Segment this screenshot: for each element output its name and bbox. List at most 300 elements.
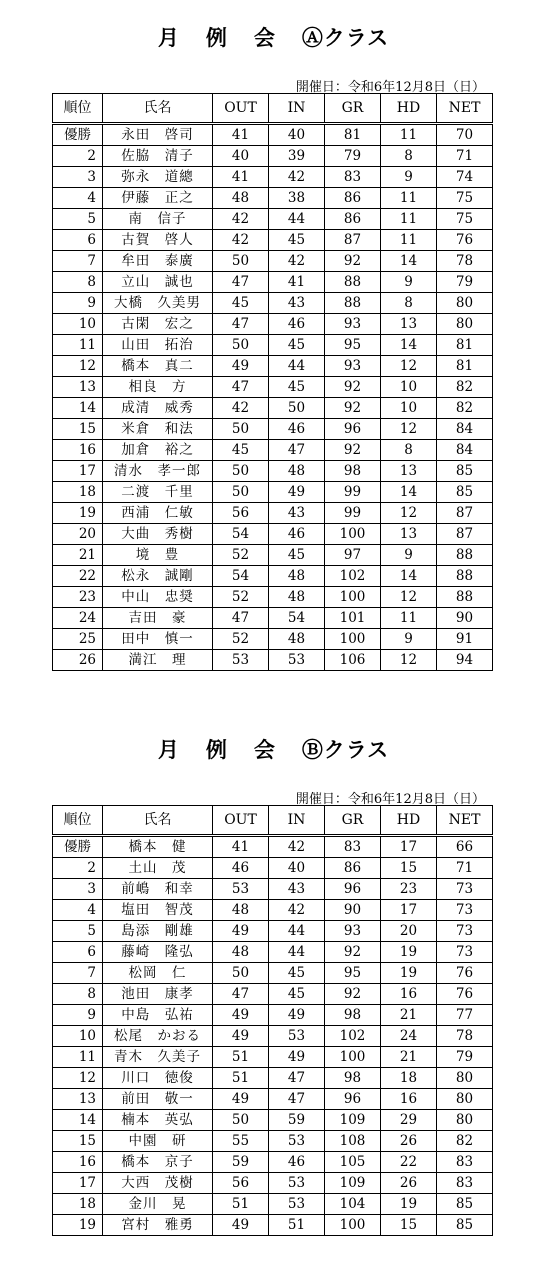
gr-cell: 88 [325,272,381,293]
rank-cell: 3 [53,167,103,188]
hd-cell: 11 [381,124,437,146]
rank-cell: 2 [53,858,103,879]
name-cell: 土山 茂 [103,858,213,879]
title-class: Ⓑクラス [301,737,390,762]
name-cell: 青木 久美子 [103,1047,213,1068]
in-cell: 51 [269,1215,325,1236]
in-cell: 44 [269,921,325,942]
table-row [53,314,493,335]
out-cell: 50 [213,419,269,440]
class-a-results-table [52,93,493,671]
hd-cell: 23 [381,879,437,900]
table-row [53,251,493,272]
in-cell: 50 [269,398,325,419]
net-cell: 90 [437,608,493,629]
net-cell: 91 [437,629,493,650]
gr-cell: 92 [325,398,381,419]
name-cell: 境 豊 [103,545,213,566]
net-cell: 66 [437,836,493,858]
rank-cell: 2 [53,146,103,167]
class-b-title [0,734,547,764]
gr-cell: 92 [325,984,381,1005]
rank-cell: 5 [53,209,103,230]
rank-cell: 23 [53,587,103,608]
table-row [53,377,493,398]
table-row [53,1194,493,1215]
gr-cell: 79 [325,146,381,167]
net-cell: 80 [437,1089,493,1110]
hd-cell: 16 [381,1089,437,1110]
net-cell: 73 [437,900,493,921]
in-cell: 46 [269,314,325,335]
gr-cell: 100 [325,1215,381,1236]
hd-cell: 24 [381,1026,437,1047]
name-cell: 宮村 雅勇 [103,1215,213,1236]
gr-cell: 106 [325,650,381,671]
gr-cell: 109 [325,1110,381,1131]
column-header-hd: HD [381,94,437,124]
in-cell: 42 [269,900,325,921]
name-cell: 西浦 仁敏 [103,503,213,524]
event-date: 開催日：令和6年12月8日（日） [295,792,485,807]
out-cell: 52 [213,587,269,608]
net-cell: 75 [437,188,493,209]
table-row [53,1110,493,1131]
out-cell: 42 [213,209,269,230]
title-word: 例 [205,25,228,50]
net-cell: 74 [437,167,493,188]
gr-cell: 102 [325,566,381,587]
net-cell: 73 [437,921,493,942]
rank-cell: 11 [53,335,103,356]
out-cell: 47 [213,984,269,1005]
rank-cell: 3 [53,879,103,900]
out-cell: 52 [213,629,269,650]
rank-cell: 10 [53,314,103,335]
hd-cell: 8 [381,293,437,314]
rank-cell: 19 [53,503,103,524]
table-row [53,608,493,629]
table-row [53,293,493,314]
table-row [53,1026,493,1047]
rank-cell: 6 [53,230,103,251]
name-cell: 弥永 道總 [103,167,213,188]
out-cell: 50 [213,335,269,356]
name-cell: 古賀 啓人 [103,230,213,251]
hd-cell: 11 [381,608,437,629]
table-row [53,335,493,356]
net-cell: 88 [437,566,493,587]
out-cell: 49 [213,1026,269,1047]
title-word: 月 [157,25,180,50]
table-row [53,124,493,146]
net-cell: 73 [437,942,493,963]
name-cell: 楠本 英弘 [103,1110,213,1131]
name-cell: 塩田 智茂 [103,900,213,921]
table-row [53,1005,493,1026]
out-cell: 47 [213,314,269,335]
gr-cell: 100 [325,587,381,608]
table-body [53,836,493,1236]
rank-cell: 7 [53,963,103,984]
out-cell: 55 [213,1131,269,1152]
out-cell: 54 [213,524,269,545]
rank-cell: 13 [53,1089,103,1110]
gr-cell: 104 [325,1194,381,1215]
gr-cell: 101 [325,608,381,629]
gr-cell: 98 [325,1005,381,1026]
gr-cell: 86 [325,188,381,209]
net-cell: 79 [437,1047,493,1068]
name-cell: 大西 茂樹 [103,1173,213,1194]
hd-cell: 13 [381,461,437,482]
class-a-title [0,22,547,52]
out-cell: 48 [213,942,269,963]
gr-cell: 99 [325,482,381,503]
net-cell: 85 [437,482,493,503]
out-cell: 49 [213,356,269,377]
name-cell: 大曲 秀樹 [103,524,213,545]
out-cell: 51 [213,1194,269,1215]
net-cell: 78 [437,251,493,272]
hd-cell: 14 [381,482,437,503]
table-row [53,921,493,942]
name-cell: 立山 誠也 [103,272,213,293]
name-cell: 松岡 仁 [103,963,213,984]
name-cell: 橋本 真二 [103,356,213,377]
net-cell: 80 [437,293,493,314]
table-row [53,1068,493,1089]
in-cell: 44 [269,356,325,377]
in-cell: 39 [269,146,325,167]
table-row [53,482,493,503]
net-cell: 87 [437,524,493,545]
out-cell: 59 [213,1152,269,1173]
name-cell: 清水 孝一郎 [103,461,213,482]
hd-cell: 10 [381,398,437,419]
out-cell: 50 [213,482,269,503]
net-cell: 78 [437,1026,493,1047]
hd-cell: 10 [381,377,437,398]
table-header-row [53,94,493,124]
rank-cell: 18 [53,1194,103,1215]
hd-cell: 26 [381,1173,437,1194]
name-cell: 中園 研 [103,1131,213,1152]
hd-cell: 12 [381,356,437,377]
class-b-results-table [52,805,493,1236]
column-header-name: 氏名 [103,806,213,836]
in-cell: 45 [269,545,325,566]
column-header-net: NET [437,94,493,124]
name-cell: 中山 忠奨 [103,587,213,608]
in-cell: 40 [269,858,325,879]
name-cell: 金川 晃 [103,1194,213,1215]
hd-cell: 19 [381,1194,437,1215]
table-row [53,356,493,377]
gr-cell: 95 [325,963,381,984]
rank-cell: 14 [53,398,103,419]
out-cell: 50 [213,1110,269,1131]
gr-cell: 98 [325,1068,381,1089]
in-cell: 48 [269,566,325,587]
net-cell: 80 [437,314,493,335]
hd-cell: 17 [381,900,437,921]
rank-cell: 4 [53,900,103,921]
hd-cell: 9 [381,629,437,650]
in-cell: 44 [269,209,325,230]
net-cell: 81 [437,356,493,377]
name-cell: 加倉 裕之 [103,440,213,461]
gr-cell: 92 [325,377,381,398]
name-cell: 成清 威秀 [103,398,213,419]
in-cell: 48 [269,587,325,608]
net-cell: 84 [437,440,493,461]
hd-cell: 14 [381,335,437,356]
gr-cell: 109 [325,1173,381,1194]
in-cell: 44 [269,942,325,963]
gr-cell: 81 [325,124,381,146]
hd-cell: 12 [381,419,437,440]
gr-cell: 95 [325,335,381,356]
in-cell: 49 [269,1005,325,1026]
table-row [53,419,493,440]
out-cell: 50 [213,251,269,272]
title-word: 例 [205,737,228,762]
rank-cell: 4 [53,188,103,209]
rank-cell: 8 [53,984,103,1005]
in-cell: 53 [269,1194,325,1215]
in-cell: 49 [269,1047,325,1068]
table-row [53,188,493,209]
in-cell: 45 [269,984,325,1005]
in-cell: 48 [269,461,325,482]
gr-cell: 92 [325,251,381,272]
name-cell: 橋本 健 [103,836,213,858]
net-cell: 76 [437,230,493,251]
name-cell: 前田 敬一 [103,1089,213,1110]
hd-cell: 12 [381,650,437,671]
hd-cell: 19 [381,963,437,984]
hd-cell: 11 [381,209,437,230]
name-cell: 池田 康孝 [103,984,213,1005]
net-cell: 75 [437,209,493,230]
out-cell: 46 [213,858,269,879]
in-cell: 40 [269,124,325,146]
rank-cell: 24 [53,608,103,629]
hd-cell: 17 [381,836,437,858]
net-cell: 83 [437,1152,493,1173]
gr-cell: 96 [325,879,381,900]
rank-cell: 優勝 [53,836,103,858]
out-cell: 56 [213,503,269,524]
name-cell: 藤崎 隆弘 [103,942,213,963]
in-cell: 42 [269,167,325,188]
table-row [53,167,493,188]
column-header-gr: GR [325,806,381,836]
name-cell: 南 信子 [103,209,213,230]
hd-cell: 21 [381,1005,437,1026]
hd-cell: 26 [381,1131,437,1152]
name-cell: 牟田 泰廣 [103,251,213,272]
rank-cell: 10 [53,1026,103,1047]
in-cell: 53 [269,1173,325,1194]
gr-cell: 86 [325,858,381,879]
rank-cell: 7 [53,251,103,272]
column-header-out: OUT [213,806,269,836]
gr-cell: 98 [325,461,381,482]
rank-cell: 9 [53,1005,103,1026]
hd-cell: 16 [381,984,437,1005]
table-row [53,398,493,419]
rank-cell: 12 [53,356,103,377]
out-cell: 47 [213,272,269,293]
rank-cell: 11 [53,1047,103,1068]
rank-cell: 22 [53,566,103,587]
hd-cell: 15 [381,858,437,879]
net-cell: 79 [437,272,493,293]
out-cell: 49 [213,1215,269,1236]
rank-cell: 13 [53,377,103,398]
out-cell: 53 [213,650,269,671]
gr-cell: 97 [325,545,381,566]
net-cell: 88 [437,587,493,608]
hd-cell: 29 [381,1110,437,1131]
rank-cell: 5 [53,921,103,942]
net-cell: 82 [437,377,493,398]
rank-cell: 9 [53,293,103,314]
rank-cell: 18 [53,482,103,503]
name-cell: 二渡 千里 [103,482,213,503]
table-row [53,587,493,608]
net-cell: 88 [437,545,493,566]
rank-cell: 25 [53,629,103,650]
net-cell: 80 [437,1068,493,1089]
table-row [53,984,493,1005]
out-cell: 45 [213,293,269,314]
column-header-name: 氏名 [103,94,213,124]
name-cell: 古閑 宏之 [103,314,213,335]
in-cell: 47 [269,440,325,461]
gr-cell: 108 [325,1131,381,1152]
rank-cell: 20 [53,524,103,545]
table-row [53,942,493,963]
gr-cell: 102 [325,1026,381,1047]
gr-cell: 100 [325,1047,381,1068]
table-row [53,858,493,879]
table-row [53,461,493,482]
out-cell: 54 [213,566,269,587]
out-cell: 50 [213,461,269,482]
table-row [53,1215,493,1236]
hd-cell: 11 [381,188,437,209]
in-cell: 38 [269,188,325,209]
name-cell: 松尾 かおる [103,1026,213,1047]
name-cell: 相良 方 [103,377,213,398]
in-cell: 43 [269,503,325,524]
gr-cell: 96 [325,419,381,440]
net-cell: 83 [437,1173,493,1194]
hd-cell: 9 [381,545,437,566]
net-cell: 85 [437,1194,493,1215]
out-cell: 47 [213,377,269,398]
out-cell: 48 [213,188,269,209]
rank-cell: 12 [53,1068,103,1089]
table-body [53,124,493,671]
rank-cell: 6 [53,942,103,963]
column-header-in: IN [269,94,325,124]
name-cell: 山田 拓治 [103,335,213,356]
table-row [53,503,493,524]
in-cell: 43 [269,293,325,314]
in-cell: 46 [269,1152,325,1173]
rank-cell: 26 [53,650,103,671]
rank-cell: 17 [53,1173,103,1194]
hd-cell: 14 [381,251,437,272]
column-header-out: OUT [213,94,269,124]
table-row [53,1173,493,1194]
column-header-hd: HD [381,806,437,836]
hd-cell: 11 [381,230,437,251]
hd-cell: 8 [381,146,437,167]
name-cell: 伊藤 正之 [103,188,213,209]
title-class: Ⓐクラス [301,25,390,50]
rank-cell: 21 [53,545,103,566]
rank-cell: 8 [53,272,103,293]
rank-cell: 14 [53,1110,103,1131]
hd-cell: 20 [381,921,437,942]
rank-cell: 15 [53,419,103,440]
column-header-rank: 順位 [53,806,103,836]
in-cell: 41 [269,272,325,293]
in-cell: 53 [269,1131,325,1152]
gr-cell: 93 [325,314,381,335]
table-row [53,440,493,461]
net-cell: 82 [437,398,493,419]
name-cell: 橋本 京子 [103,1152,213,1173]
out-cell: 49 [213,1089,269,1110]
in-cell: 47 [269,1089,325,1110]
in-cell: 54 [269,608,325,629]
net-cell: 80 [437,1110,493,1131]
out-cell: 41 [213,836,269,858]
net-cell: 76 [437,963,493,984]
in-cell: 59 [269,1110,325,1131]
out-cell: 49 [213,921,269,942]
gr-cell: 100 [325,629,381,650]
column-header-rank: 順位 [53,94,103,124]
gr-cell: 92 [325,942,381,963]
hd-cell: 18 [381,1068,437,1089]
net-cell: 81 [437,335,493,356]
table-row [53,1089,493,1110]
name-cell: 米倉 和法 [103,419,213,440]
out-cell: 42 [213,398,269,419]
hd-cell: 8 [381,440,437,461]
gr-cell: 100 [325,524,381,545]
hd-cell: 15 [381,1215,437,1236]
net-cell: 84 [437,419,493,440]
gr-cell: 87 [325,230,381,251]
hd-cell: 9 [381,272,437,293]
table-row [53,900,493,921]
gr-cell: 86 [325,209,381,230]
net-cell: 70 [437,124,493,146]
gr-cell: 105 [325,1152,381,1173]
table-row [53,963,493,984]
out-cell: 51 [213,1047,269,1068]
name-cell: 島添 剛雄 [103,921,213,942]
out-cell: 47 [213,608,269,629]
